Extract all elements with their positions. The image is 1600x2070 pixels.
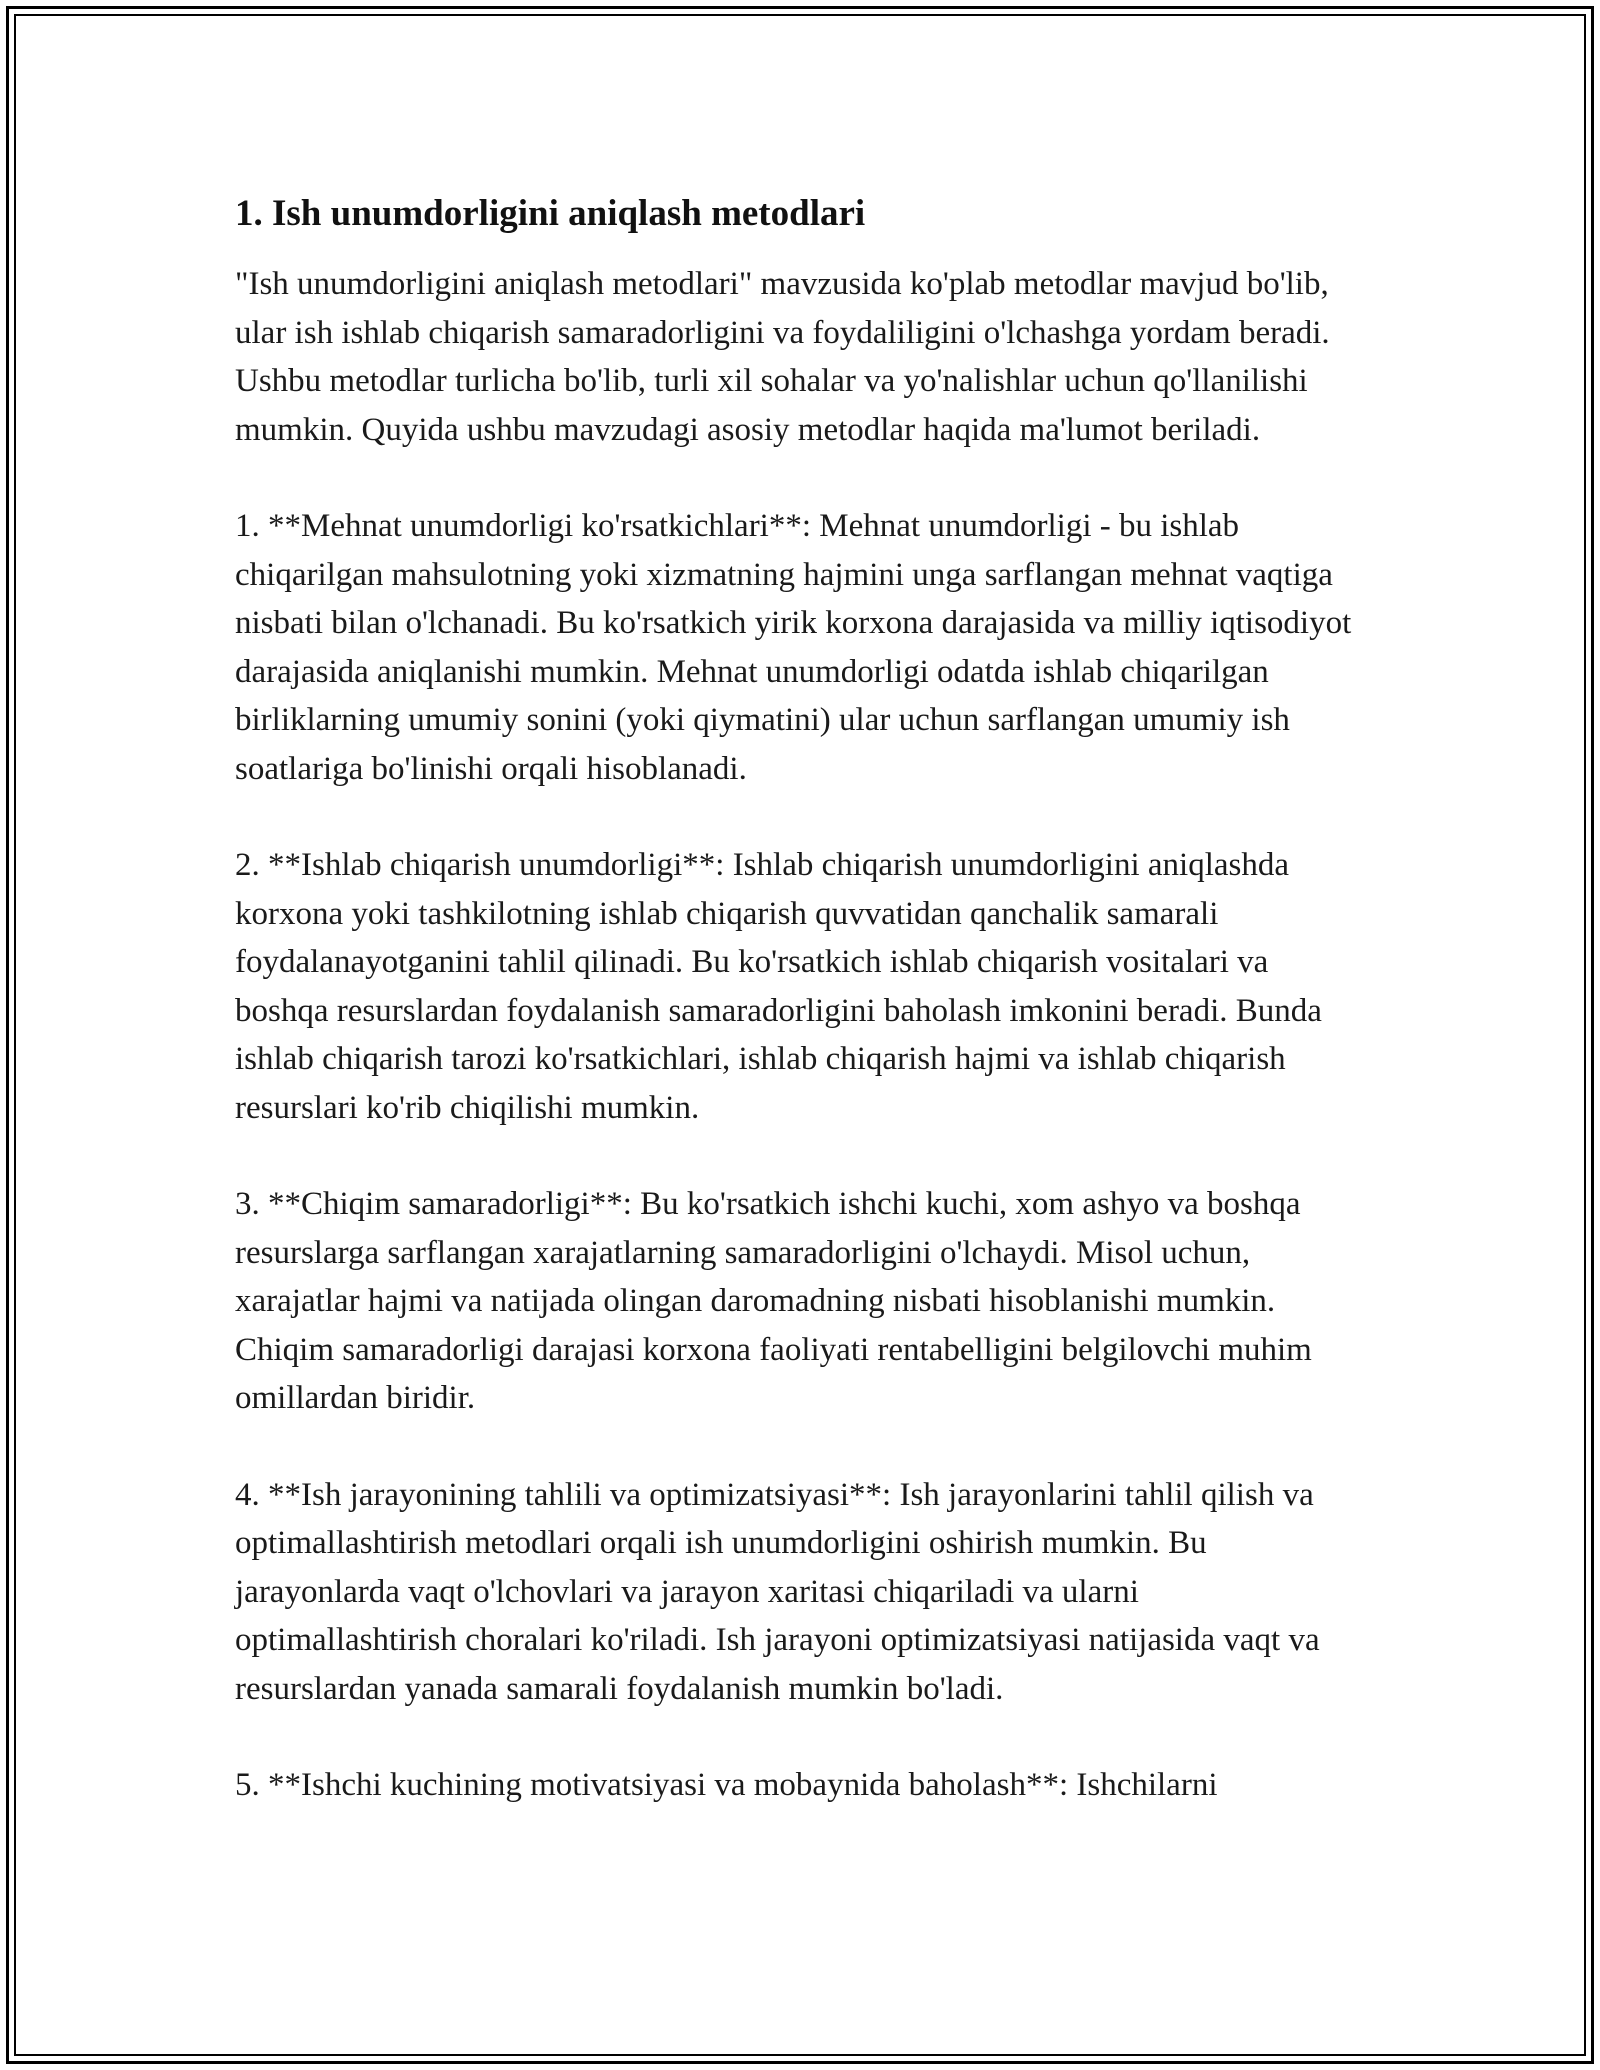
list-item-chiqim-samaradorligi: 3. **Chiqim samaradorligi**: Bu ko'rsatkich ishchi kuchi, xom ashyo va boshqa resurslarga sarflangan xarajatlarning samaradorligini o'lchaydi. Misol uchun, xarajatlar hajmi va natijada olingan daromadning nisbati hisoblanishi mumkin. Chiqim samaradorligi darajasi korxona faoliyati rentabelligini belgilovchi muhim omillardan biridir. bbox=[235, 1186, 1312, 1416]
document-body bbox=[235, 190, 1365, 1858]
intro-paragraph: "Ish unumdorligini aniqlash metodlari" mavzusida ko'plab metodlar mavjud bo'lib, ular ish ishlab chiqarish samaradorligini va foydaliligini o'lchashga yordam beradi. Ushbu metodlar turlicha bo'lib, turli xil sohalar va yo'nalishlar uchun qo'llanilishi mumkin. Quyida ushbu mavzudagi asosiy metodlar haqida ma'lumot beriladi. bbox=[235, 266, 1330, 448]
list-item-ish-jarayoni-tahlili: 4. **Ish jarayonining tahlili va optimizatsiyasi**: Ish jarayonlarini tahlil qilish va optimallashtirish metodlari orqali ish unumdorligini oshirish mumkin. Bu jarayonlarda vaqt o'lchovlari va jarayon xaritasi chiqariladi va ularni optimallashtirish choralari ko'riladi. Ish jarayoni optimizatsiyasi natijasida vaqt va resurslardan yanada samarali foydalanish mumkin bo'ladi. bbox=[235, 1476, 1320, 1707]
list-item-ishchi-kuchi-motivatsiyasi: 5. **Ishchi kuchining motivatsiyasi va mobaynida baholash**: Ishchilarni bbox=[235, 1767, 1218, 1803]
list-item-ishlab-chiqarish-unumdorligi: 2. **Ishlab chiqarish unumdorligi**: Ishlab chiqarish unumdorligini aniqlashda korxona yoki tashkilotning ishlab chiqarish quvvatidan qanchalik samarali foydalanayotganini tahlil qilinadi. Bu ko'rsatkich ishlab chiqarish vositalari va boshqa resurslardan foydalanish samaradorligini baholash imkonini beradi. Bunda ishlab chiqarish tarozi ko'rsatkichlari, ishlab chiqarish hajmi va ishlab chiqarish resurslari ko'rib chiqilishi mumkin. bbox=[235, 847, 1322, 1126]
section-heading: 1. Ish unumdorligini aniqlash metodlari bbox=[235, 193, 866, 234]
list-item-mehnat-unumdorligi: 1. **Mehnat unumdorligi ko'rsatkichlari**: Mehnat unumdorligi - bu ishlab chiqarilgan mahsulotning yoki xizmatning hajmini unga sarflangan mehnat vaqtiga nisbati bilan o'lchanadi. Bu ko'rsatkich yirik korxona darajasida va milliy iqtisodiyot darajasida aniqlanishi mumkin. Mehnat unumdorligi odatda ishlab chiqarilgan birliklarning umumiy sonini (yoki qiymatini) ular uchun sarflangan umumiy ish soatlariga bo'linishi orqali hisoblanadi. bbox=[235, 508, 1352, 787]
